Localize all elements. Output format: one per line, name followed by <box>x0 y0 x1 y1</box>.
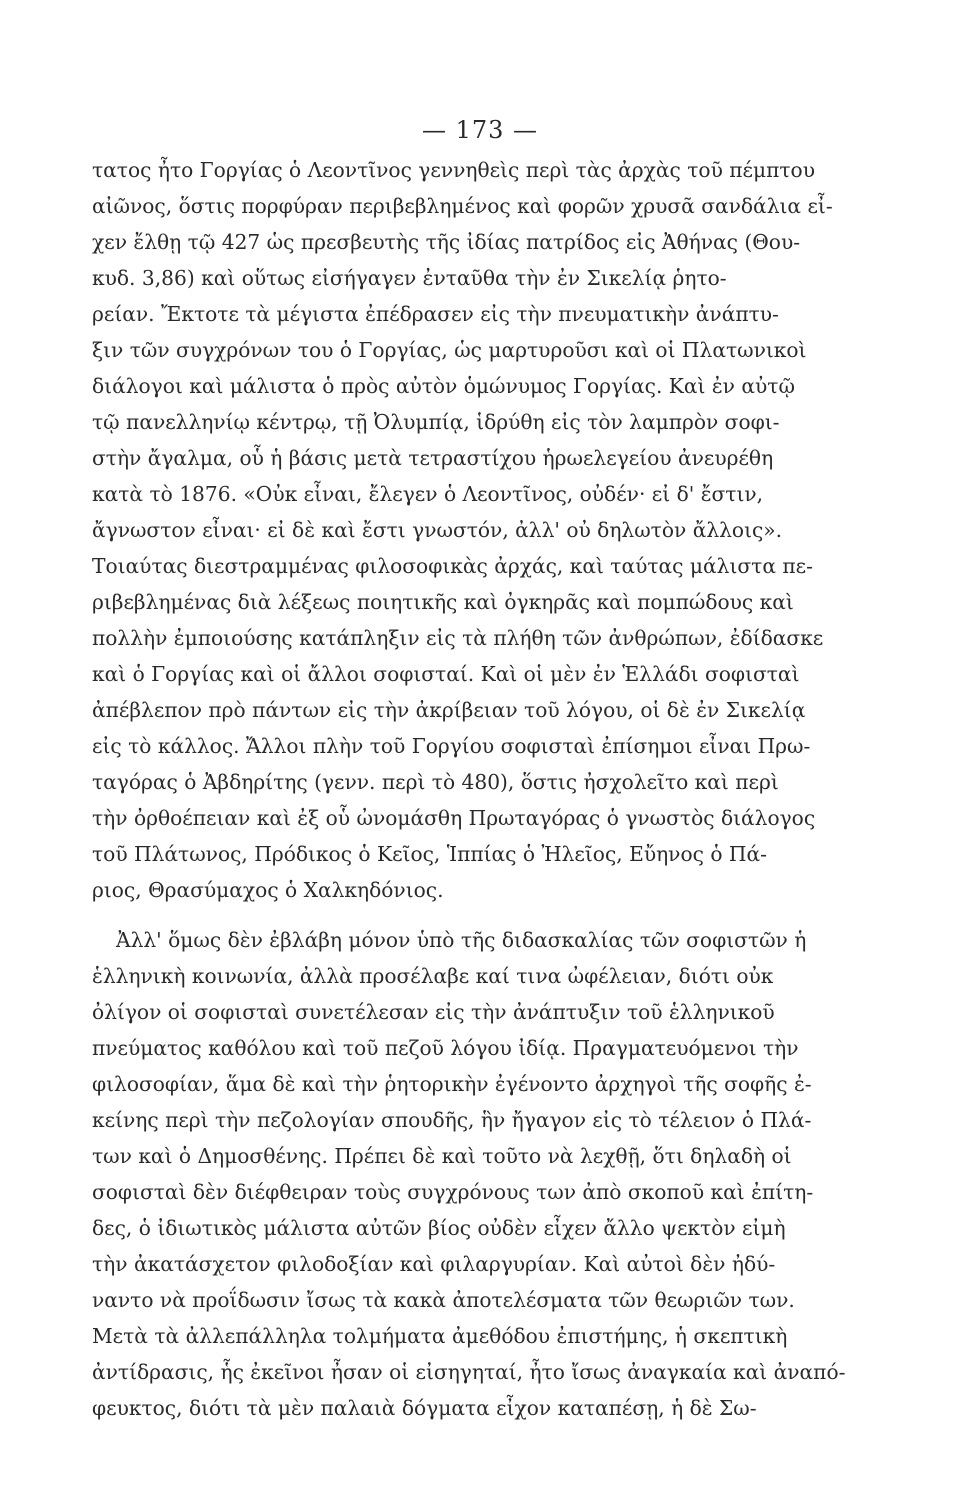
text-line: κατὰ τὸ 1876. «Οὐκ εἶναι, ἔλεγεν ὁ Λεοντῖνος, οὐδέν· εἰ δ' ἔστιν, <box>92 482 764 506</box>
text-line: ταγόρας ὁ Ἀβδηρίτης (γενν. περὶ τὸ 480), ὅστις ἠσχολεῖτο καὶ περὶ <box>92 770 779 794</box>
text-line: ρείαν. Ἔκτοτε τὰ μέγιστα ἐπέδρασεν εἰς τὴν πνευματικὴν ἀνάπτυ- <box>92 302 779 326</box>
text-line: ναντο νὰ προΐδωσιν ἴσως τὰ κακὰ ἀποτελέσματα τῶν θεωριῶν των. <box>92 1288 795 1312</box>
text-line: ἄγνωστον εἶναι· εἰ δὲ καὶ ἔστι γνωστόν, ἀλλ' οὐ δηλωτὸν ἄλλοις». <box>92 518 783 542</box>
text-line: αἰῶνος, ὅστις πορφύραν περιβεβλημένος καὶ φορῶν χρυσᾶ σανδάλια εἶ- <box>92 194 833 218</box>
body-text <box>92 152 900 1426</box>
text-line: ξιν τῶν συγχρόνων του ὁ Γοργίας, ὡς μαρτυροῦσι καὶ οἱ Πλατωνικοὶ <box>92 338 807 362</box>
text-line: φιλοσοφίαν, ἅμα δὲ καὶ τὴν ῥητορικὴν ἐγένοντο ἀρχηγοὶ τῆς σοφῆς ἐ- <box>92 1072 812 1096</box>
text-line: Μετὰ τὰ ἀλλεπάλληλα τολμήματα ἀμεθόδου ἐπιστήμης, ἡ σκεπτικὴ <box>92 1324 788 1348</box>
text-line: ἑλληνικὴ κοινωνία, ἀλλὰ προσέλαβε καί τινα ὠφέλειαν, διότι οὐκ <box>92 964 774 988</box>
text-line: ὀλίγον οἱ σοφισταὶ συνετέλεσαν εἰς τὴν ἀνάπτυξιν τοῦ ἑλληνικοῦ <box>92 1000 775 1024</box>
text-line: τὴν ἀκατάσχετον φιλοδοξίαν καὶ φιλαργυρίαν. Καὶ αὐτοὶ δὲν ἠδύ- <box>92 1252 776 1276</box>
text-line: κείνης περὶ τὴν πεζολογίαν σπουδῆς, ἣν ἤγαγον εἰς τὸ τέλειον ὁ Πλά- <box>92 1108 812 1132</box>
text-line: εἰς τὸ κάλλος. Ἄλλοι πλὴν τοῦ Γοργίου σοφισταὶ ἐπίσημοι εἶναι Πρω- <box>92 734 811 758</box>
text-line: τῷ πανελληνίῳ κέντρῳ, τῇ Ὀλυμπίᾳ, ἱδρύθη εἰς τὸν λαμπρὸν σοφι- <box>92 410 780 434</box>
text-line: δες, ὁ ἰδιωτικὸς μάλιστα αὐτῶν βίος οὐδὲν εἶχεν ἄλλο ψεκτὸν εἰμὴ <box>92 1216 786 1240</box>
text-line: ἀπέβλεπον πρὸ πάντων εἰς τὴν ἀκρίβειαν τοῦ λόγου, οἱ δὲ ἐν Σικελίᾳ <box>92 698 806 722</box>
text-line: ριος, Θρασύμαχος ὁ Χαλκηδόνιος. <box>92 878 444 902</box>
text-line: σοφισταὶ δὲν διέφθειραν τοὺς συγχρόνους των ἀπὸ σκοποῦ καὶ ἐπίτη- <box>92 1180 814 1204</box>
text-line: διάλογοι καὶ μάλιστα ὁ πρὸς αὐτὸν ὁμώνυμος Γοργίας. Καὶ ἐν αὐτῷ <box>92 374 795 398</box>
text-line: τατος ἦτο Γοργίας ὁ Λεοντῖνος γεννηθεὶς περὶ τὰς ἀρχὰς τοῦ πέμπτου <box>92 158 815 182</box>
text-line: τὴν ὀρθοέπειαν καὶ ἐξ οὗ ὠνομάσθη Πρωταγόρας ὁ γνωστὸς διάλογος <box>92 806 816 830</box>
paragraph-first-line: Ἀλλ' ὅμως δὲν ἐβλάβη μόνον ὑπὸ τῆς διδασκαλίας τῶν σοφιστῶν ἡ <box>116 928 807 952</box>
text-line: φευκτος, διότι τὰ μὲν παλαιὰ δόγματα εἶχον καταπέσῃ, ἡ δὲ Σω- <box>92 1396 757 1420</box>
text-line: πνεύματος καθόλου καὶ τοῦ πεζοῦ λόγου ἰδίᾳ. Πραγματευόμενοι τὴν <box>92 1036 799 1060</box>
text-line: ριβεβλημένας διὰ λέξεως ποιητικῆς καὶ ὀγκηρᾶς καὶ πομπώδους καὶ <box>92 590 794 614</box>
text-line: των καὶ ὁ Δημοσθένης. Πρέπει δὲ καὶ τοῦτο νὰ λεχθῇ, ὅτι δηλαδὴ οἱ <box>92 1144 792 1168</box>
page-number: — 173 — <box>421 116 539 144</box>
text-line: στὴν ἄγαλμα, οὗ ἡ βάσις μετὰ τετραστίχου ἡρωελεγείου ἀνευρέθη <box>92 446 774 470</box>
text-line: τοῦ Πλάτωνος, Πρόδικος ὁ Κεῖος, Ἱππίας ὁ Ἠλεῖος, Εὔηνος ὁ Πά- <box>92 842 767 866</box>
text-line: κυδ. 3,86) καὶ οὕτως εἰσήγαγεν ἐνταῦθα τὴν ἐν Σικελίᾳ ῥητο- <box>92 266 727 290</box>
text-line: καὶ ὁ Γοργίας καὶ οἱ ἄλλοι σοφισταί. Καὶ οἱ μὲν ἐν Ἑλλάδι σοφισταὶ <box>92 662 800 686</box>
text-line: χεν ἔλθῃ τῷ 427 ὡς πρεσβευτὴς τῆς ἰδίας πατρίδος εἰς Ἀθήνας (Θου- <box>92 230 801 254</box>
text-line: πολλὴν ἐμποιούσης κατάπληξιν εἰς τὰ πλήθη τῶν ἀνθρώπων, ἐδίδασκε <box>92 626 824 650</box>
text-line: Τοιαύτας διεστραμμένας φιλοσοφικὰς ἀρχάς, καὶ ταύτας μάλιστα πε- <box>92 554 813 578</box>
text-line: ἀντίδρασις, ἧς ἐκεῖνοι ἦσαν οἱ εἰσηγηταί, ἦτο ἴσως ἀναγκαία καὶ ἀναπό- <box>92 1360 846 1384</box>
